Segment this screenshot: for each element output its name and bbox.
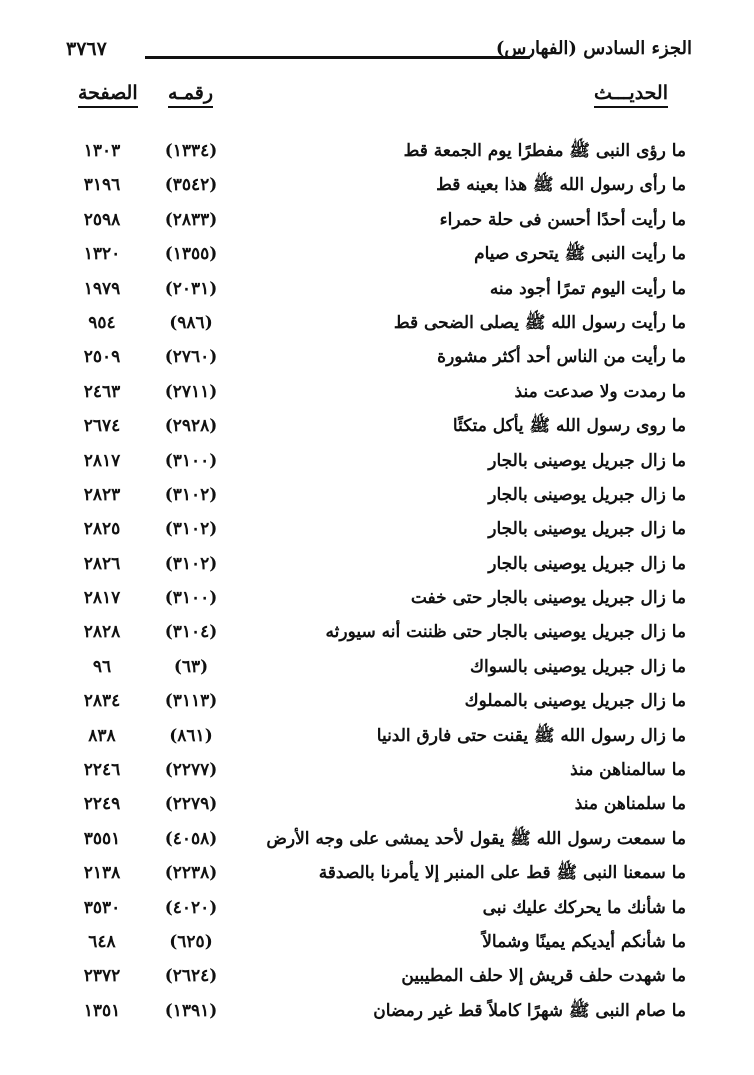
entry-number: (١٣٥٥) bbox=[164, 244, 218, 265]
entry-text: ما رؤى النبى ﷺ مفطرًا يوم الجمعة قط bbox=[403, 141, 686, 161]
entry-number: (٣١٠٢) bbox=[164, 553, 218, 574]
entry-page: ٢٨٢٣ bbox=[83, 484, 121, 505]
entry-page: ٢٤٦٣ bbox=[83, 381, 121, 402]
entry-text: ما زال جبريل يوصينى بالجار bbox=[488, 553, 686, 574]
entry-text: ما شأنك ما يحركك عليك نبى bbox=[482, 897, 686, 918]
entry-text: ما زال جبريل يوصينى بالجار حتى خفت bbox=[410, 588, 686, 609]
entry-text: ما سمعنا النبى ﷺ قط على المنبر إلا يأمرنا بالصدقة bbox=[318, 863, 686, 884]
entry-page: ٢٦٧٤ bbox=[83, 416, 121, 437]
index-entry bbox=[0, 342, 754, 376]
entry-number: (٢٧٦٠) bbox=[164, 347, 218, 368]
index-entry bbox=[0, 652, 754, 686]
entry-page: ٩٥٤ bbox=[88, 312, 116, 333]
entry-text: ما زال جبريل يوصينى بالمملوك bbox=[464, 691, 686, 712]
entry-number: (٩٨٦) bbox=[169, 312, 213, 333]
entry-number: (٢٩٢٨) bbox=[164, 416, 218, 437]
column-header-number: رقمـه bbox=[168, 82, 213, 108]
entry-text: ما زال جبريل يوصينى بالجار حتى ظننت أنه سيورثه bbox=[325, 622, 686, 643]
entry-page: ٢٨٢٦ bbox=[83, 553, 121, 574]
index-entry bbox=[0, 755, 754, 789]
entry-page: ٣٥٣٠ bbox=[83, 897, 121, 918]
index-entry bbox=[0, 549, 754, 583]
entry-page: ٢٣٧٢ bbox=[83, 966, 121, 987]
entry-page: ٢٨١٧ bbox=[83, 450, 121, 471]
entry-text: ما سالمناهن منذ bbox=[570, 760, 686, 781]
entry-text: ما سمعت رسول الله ﷺ يقول لأحد يمشى على وجه الأرض bbox=[266, 828, 686, 849]
index-entry bbox=[0, 446, 754, 480]
entry-text: ما رمدت ولا صدعت منذ bbox=[514, 381, 686, 402]
column-header-hadith: الحديـــث bbox=[594, 82, 668, 108]
entry-text: ما شهدت حلف قريش إلا حلف المطيبين bbox=[401, 966, 686, 987]
entry-page: ٢٨٢٥ bbox=[83, 519, 121, 540]
entry-number: (٣١٠٠) bbox=[164, 450, 218, 471]
entry-text: ما زال رسول الله ﷺ يقنت حتى فارق الدنيا bbox=[376, 725, 686, 746]
entry-page: ٦٤٨ bbox=[88, 931, 116, 952]
entry-page: ٢٨١٧ bbox=[83, 588, 121, 609]
index-entry bbox=[0, 617, 754, 651]
index-entry bbox=[0, 514, 754, 548]
entry-number: (٤٠٥٨) bbox=[164, 828, 218, 849]
entry-text: ما رأى رسول الله ﷺ هذا بعينه قط bbox=[436, 175, 686, 196]
index-entry bbox=[0, 480, 754, 514]
entry-page: ١٣٥١ bbox=[83, 1000, 121, 1021]
entry-number: (٣١٠٠) bbox=[164, 588, 218, 609]
entry-text: ما شأنكم أيديكم يمينًا وشمالاً bbox=[482, 931, 686, 952]
index-entry bbox=[0, 377, 754, 411]
entry-page: ١٩٧٩ bbox=[83, 278, 121, 299]
index-entry bbox=[0, 583, 754, 617]
running-header-title: الجزء السادس (الفهارس) bbox=[495, 38, 692, 59]
entry-page: ٢٥٩٨ bbox=[83, 209, 121, 230]
entry-number: (٢٢٧٧) bbox=[164, 760, 218, 781]
entry-number: (٣١٠٤) bbox=[164, 622, 218, 643]
entry-text: ما صام النبى ﷺ شهرًا كاملاً قط غير رمضان bbox=[373, 1000, 686, 1021]
entry-text: ما روى رسول الله ﷺ يأكل متكئًا bbox=[452, 416, 686, 437]
index-entry bbox=[0, 824, 754, 858]
entry-page: ٩٦ bbox=[92, 656, 112, 677]
index-entry bbox=[0, 961, 754, 995]
entry-number: (٢٢٧٩) bbox=[164, 794, 218, 815]
entry-page: ٢٨٣٤ bbox=[83, 691, 121, 712]
index-entry bbox=[0, 893, 754, 927]
index-entry bbox=[0, 721, 754, 755]
index-entry bbox=[0, 789, 754, 823]
index-entry bbox=[0, 927, 754, 961]
entry-page: ١٣٢٠ bbox=[83, 244, 121, 265]
header-rule bbox=[145, 56, 530, 59]
entry-page: ٢٢٤٩ bbox=[83, 794, 121, 815]
index-entry bbox=[0, 858, 754, 892]
entry-text: ما زال جبريل يوصينى بالسواك bbox=[469, 656, 686, 677]
entry-number: (٢٧١١) bbox=[164, 381, 218, 402]
entry-page: ٢٨٢٨ bbox=[83, 622, 121, 643]
entry-number: (٣٥٤٢) bbox=[164, 175, 218, 196]
entry-number: (٦٢٥) bbox=[169, 931, 213, 952]
entry-number: (١٣٩١) bbox=[164, 1000, 218, 1021]
entry-number: (٣١٠٢) bbox=[164, 519, 218, 540]
index-list bbox=[0, 136, 754, 1030]
entry-number: (٦٣) bbox=[173, 656, 209, 677]
entry-text: ما زال جبريل يوصينى بالجار bbox=[488, 484, 686, 505]
index-entry bbox=[0, 239, 754, 273]
page-number: ٣٧٦٧ bbox=[66, 38, 107, 60]
entry-page: ٢٥٠٩ bbox=[83, 347, 121, 368]
entry-number: (٢٠٣١) bbox=[164, 278, 218, 299]
entry-text: ما سلمناهن منذ bbox=[574, 794, 686, 815]
entry-text: ما رأيت من الناس أحد أكثر مشورة bbox=[437, 347, 686, 368]
entry-number: (٣١١٣) bbox=[164, 691, 218, 712]
index-entry bbox=[0, 411, 754, 445]
entry-text: ما رأيت أحدًا أحسن فى حلة حمراء bbox=[439, 209, 686, 230]
entry-number: (٣١٠٢) bbox=[164, 484, 218, 505]
index-entry bbox=[0, 170, 754, 204]
entry-page: ٣٥٥١ bbox=[83, 828, 121, 849]
column-header-page: الصفحة bbox=[78, 82, 138, 108]
entry-number: (٢٦٢٤) bbox=[164, 966, 218, 987]
entry-number: (٢٢٣٨) bbox=[164, 863, 218, 884]
index-entry bbox=[0, 308, 754, 342]
entry-page: ٢١٣٨ bbox=[83, 863, 121, 884]
entry-page: ٨٣٨ bbox=[88, 725, 116, 746]
entry-text: ما زال جبريل يوصينى بالجار bbox=[488, 519, 686, 540]
entry-number: (٨٦١) bbox=[169, 725, 213, 746]
index-entry bbox=[0, 205, 754, 239]
entry-number: (٤٠٢٠) bbox=[164, 897, 218, 918]
index-entry bbox=[0, 686, 754, 720]
entry-text: ما رأيت رسول الله ﷺ يصلى الضحى قط bbox=[393, 312, 686, 333]
entry-page: ١٣٠٣ bbox=[83, 141, 121, 161]
entry-text: ما رأيت النبى ﷺ يتحرى صيام bbox=[474, 244, 686, 265]
index-entry bbox=[0, 274, 754, 308]
entry-number: (١٣٣٤) bbox=[164, 141, 218, 161]
index-entry bbox=[0, 996, 754, 1030]
entry-page: ٢٢٤٦ bbox=[83, 760, 121, 781]
entry-page: ٣١٩٦ bbox=[83, 175, 121, 196]
index-entry bbox=[0, 136, 754, 170]
entry-text: ما رأيت اليوم تمرًا أجود منه bbox=[489, 278, 686, 299]
entry-number: (٢٨٣٣) bbox=[164, 209, 218, 230]
entry-text: ما زال جبريل يوصينى بالجار bbox=[488, 450, 686, 471]
